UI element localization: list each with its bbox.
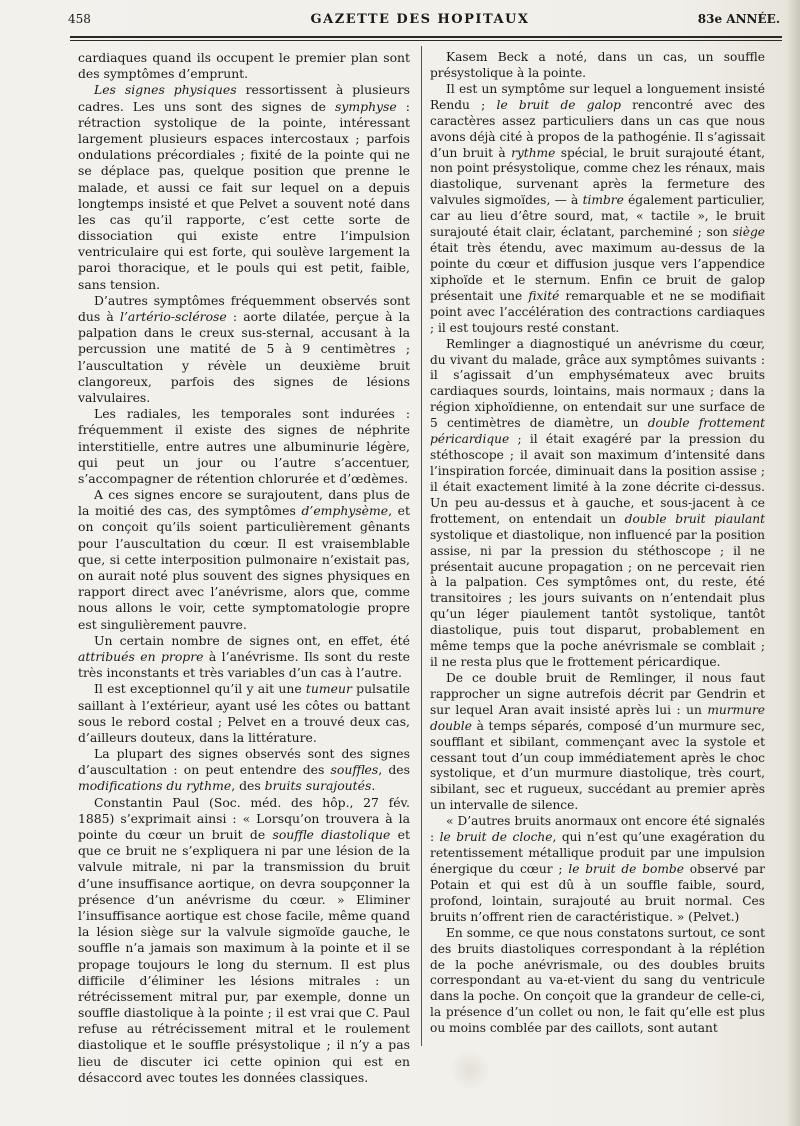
italic-run: murmure double (430, 702, 765, 733)
journal-title: GAZETTE DES HOPITAUX (310, 12, 530, 27)
text-run: En somme, ce que nous constatons surtout, ce sont des bruits diastoliques correspondant à la réplétion de la poche anévrismale, ou des doubles bruits correspondant au va-et-vient du sang du ventricule dans la poche. On conçoit que la grandeur de celle-ci, la présence d’un collet ou non, le fait qu’elle est plus ou moins comblée par des caillots, sont autant (430, 925, 765, 1036)
italic-run: tumeur (305, 681, 352, 697)
paragraph (78, 633, 410, 682)
italic-run: siège (732, 225, 765, 240)
text-run: et que ce bruit ne s’expliquera ni par une lésion de la valvule mitrale, ni par la transmission du bruit d’une insuffisance aortique, on devra soupçonner la présence d’un anévrisme du cœur. » Eliminer l’insuffisance aortique est chose facile, même quand la lésion siège sur la valvule sigmoïde gauche, le souffle n’a jamais son maximum à la pointe et il se propage toujours le long du sternum. Il est plus difficile d’éliminer les lésions mitrales : un rétrécissement mitral pur, par exemple, donne un souffle diastolique à la pointe ; il est vrai que C. Paul refuse au rétrécissement mitral et le roulement diastolique et le souffle présystolique ; il n’y a pas lieu de discuter ici cette opinion qui est en désaccord avec toutes les données classiques. (78, 827, 410, 1085)
text-run: était très étendu, avec maximum au-dessus de la pointe du cœur et diffusion jusque vers l’appendice xiphoïde et le sternum. Enfin ce bruit de galop présentait une (430, 241, 765, 303)
text-run: rencontré avec des caractères assez particuliers dans un cas que nous avons déjà cité à propos de la pathogénie. Il s’agissait d’un bruit à (430, 97, 765, 160)
paragraph (430, 671, 765, 814)
italic-run: timbre (582, 193, 624, 208)
text-run: à l’anévrisme. Ils sont du reste très inconstants et très variables d’un cas à l’autre. (78, 648, 410, 681)
text-run: , des (378, 762, 410, 778)
text-run: pulsatile saillant à l’extérieur, ayant usé les côtes ou battant sous le rebord costal ; Pelvet en a trouvé deux cas, d’ailleurs douteux, dans la littérature. (78, 681, 410, 745)
text-run: : rétraction systolique de la pointe, intéressant largement plusieurs espaces intercostaux ; parfois ondulations précordiales ; fixité de la pointe qui ne se déplace pas, quelque position que prenne le malade, et aussi ce fait sur lequel on a depuis longtemps insisté et que Pelvet a souvent noté dans les cas qu’il rapporte, c’est cette sorte de dissociation qui existe entre l’impulsion ventriculaire qui est forte, qui soulève largement la paroi thoracique, et le pouls qui est petit, faible, sans tension. (78, 98, 410, 292)
text-run: remarquable et ne se modifiait point avec l’accélération des contractions cardiaques ; il est toujours resté constant. (430, 288, 766, 335)
italic-run: le bruit de bombe (568, 862, 684, 877)
italic-run: rythme (511, 145, 556, 160)
text-run: Un certain nombre de signes ont, en effet, été (94, 632, 410, 648)
italic-run: le bruit de cloche (439, 830, 553, 845)
text-run: , et on conçoit qu’ils soient particulièrement gênants pour l’auscultation du cœur. Il est vraisemblable que, si cette interposition pulmonaire n’existait pas, on aurait noté plus souvent des signes physiques en rapport direct avec l’anévrisme, alors que, comme nous allons le voir, cette symptomatologie propre est singulièrement pauvre. (78, 503, 410, 632)
text-run: Constantin Paul (Soc. méd. des hôp., 27 fév. 1885) s’exprimait ainsi : « Lorsqu’on trouvera à la pointe du cœur un bruit de (78, 794, 410, 842)
text-run: La plupart des signes observés sont des signes d’auscultation : on peut entendre des (78, 746, 410, 778)
text-run: ; il était exagéré par la pression du stéthoscope ; il avait son maximum d’intensité dans l’inspiration forcée, diminuait dans la position assise ; il était exactement limité à la zone décrite ci-dessus. Un peu au-dessus et à gauche, et sous-jacent à ce frottement, on entendait un (430, 432, 765, 526)
paragraph (78, 406, 410, 487)
paragraph (430, 50, 765, 82)
text-run: Les radiales, les temporales sont indurées : fréquemment il existe des signes de néphrite interstitielle, entre autres une albuminurie légère, qui peut un jour ou l’autre s’accentuer, s’accompagner de rétention chlorurée et d’œdèmes. (78, 406, 410, 486)
header-rule (70, 36, 782, 38)
italic-run: Les signes physiques (94, 82, 237, 98)
text-run: cardiaques quand ils occupent le premier plan sont des symptômes d’emprunt. (78, 50, 410, 82)
header-rule-thin (70, 40, 782, 41)
text-run: , des (231, 778, 265, 794)
paragraph (430, 926, 765, 1037)
text-run: . (371, 778, 376, 794)
text-run: D’autres symptômes fréquemment observés sont dus à (78, 292, 410, 324)
paragraph (78, 50, 410, 82)
paragraph (430, 337, 765, 671)
text-run: systolique et diastolique, non influencé par la position assise, ni par la pression du stéthoscope ; il ne présentait aucune propagation ; on ne percevait rien à la palpation. Ces symptômes ont, du reste, été transitoires ; les jours suivants on n’entendait plus qu’un léger piaulement tantôt systolique, tantôt diastolique, puis tout disparut, probablement en même temps que la poche anévrismale se comblait ; il ne resta plus que le frottement péricardique. (430, 527, 765, 670)
italic-run: souffles (330, 762, 379, 778)
italic-run: modifications du rythme (78, 778, 232, 794)
text-run: A ces signes encore se surajoutent, dans plus de la moitié des cas, des symptômes (78, 487, 410, 519)
text-run: ressortissent à plusieurs cadres. Les uns sont des signes de (78, 82, 410, 114)
left-column (78, 50, 410, 1086)
text-run: observé par Potain et qui est dû à un souffle faible, sourd, profond, lointain, surajouté au bruit normal. Ces bruits n’offrent rien de caractéristique. » (Pelvet.) (430, 862, 766, 924)
italic-run: l’artério-sclérose (120, 309, 227, 324)
text-run: également particulier, car au lieu d’être sourd, mat, « tactile », le bruit surajouté était clair, éclatant, parcheminé ; son (430, 193, 765, 240)
paragraph (78, 487, 410, 633)
paragraph (78, 82, 410, 292)
italic-run: fixité (528, 288, 560, 303)
text-run: Il est exceptionnel qu’il y ait une (94, 681, 306, 697)
paper-stain (450, 1050, 490, 1090)
column-divider (421, 46, 422, 1046)
paragraph (78, 795, 410, 1086)
paragraph (78, 681, 410, 746)
italic-run: d’emphysème (301, 503, 389, 519)
text-run: Remlinger a diagnostiqué un anévrisme du cœur, du vivant du malade, grâce aux symptômes suivants : il s’agissait d’un emphysémateux avec bruits cardiaques sourds, lointains, mais normaux ; dans la région xiphoïdienne, on entendait sur une surface de 5 centimètres de diamètre, un (430, 336, 765, 431)
text-run: : aorte dilatée, perçue à la palpation dans le creux sus-sternal, accusant à la percussion une matité de 5 à 9 centimètres ; l’auscultation y révèle un deuxième bruit clangoreux, parfois des signes de lésions valvulaires. (78, 309, 410, 405)
text-run: De ce double bruit de Remlinger, il nous faut rapprocher un signe autrefois décrit par Gendrin et sur lequel Aran avait insisté après lui : un (430, 670, 765, 717)
page-header (60, 12, 780, 34)
italic-run: bruits surajoutés (264, 778, 372, 794)
paragraph (78, 746, 410, 795)
text-run: à temps séparés, composé d’un murmure sec, soufflant et sibilant, commençant avec la systole et cessant tout d’un coup immédiatement après le choc systolique, et d’un murmure diastolique, très court, sibilant, sec et rugueux, succédant au premier après un intervalle de silence. (430, 718, 765, 813)
italic-run: double frottement péricardique (430, 416, 765, 447)
paragraph (430, 82, 765, 337)
text-run: Il est un symptôme sur lequel a longuement insisté Rendu ; (430, 81, 765, 112)
page-edge-shadow (786, 0, 800, 1126)
text-run: spécial, le bruit surajouté étant, non point présystolique, comme chez les rénaux, mais diastolique, survenant après la fermeture des valvules sigmoïdes, — à (430, 145, 765, 208)
paragraph (430, 814, 765, 925)
text-run: , qui n’est qu’une exagération du retentissement métallique produit par une impulsion énergique du cœur ; (430, 830, 765, 877)
italic-run: le bruit de galop (496, 97, 621, 112)
year-label: 83e ANNÉE. (697, 12, 780, 26)
text-run: Kasem Beck a noté, dans un cas, un souffle présystolique à la pointe. (430, 50, 765, 80)
right-column (430, 50, 765, 1037)
italic-run: symphyse (335, 98, 397, 114)
paragraph (78, 293, 410, 406)
italic-run: attribués en propre (78, 648, 204, 664)
text-run: « D’autres bruits anormaux ont encore été signalés : (430, 814, 765, 845)
italic-run: souffle diastolique (272, 827, 391, 842)
page-number: 458 (68, 12, 91, 26)
italic-run: double bruit piaulant (624, 511, 765, 526)
